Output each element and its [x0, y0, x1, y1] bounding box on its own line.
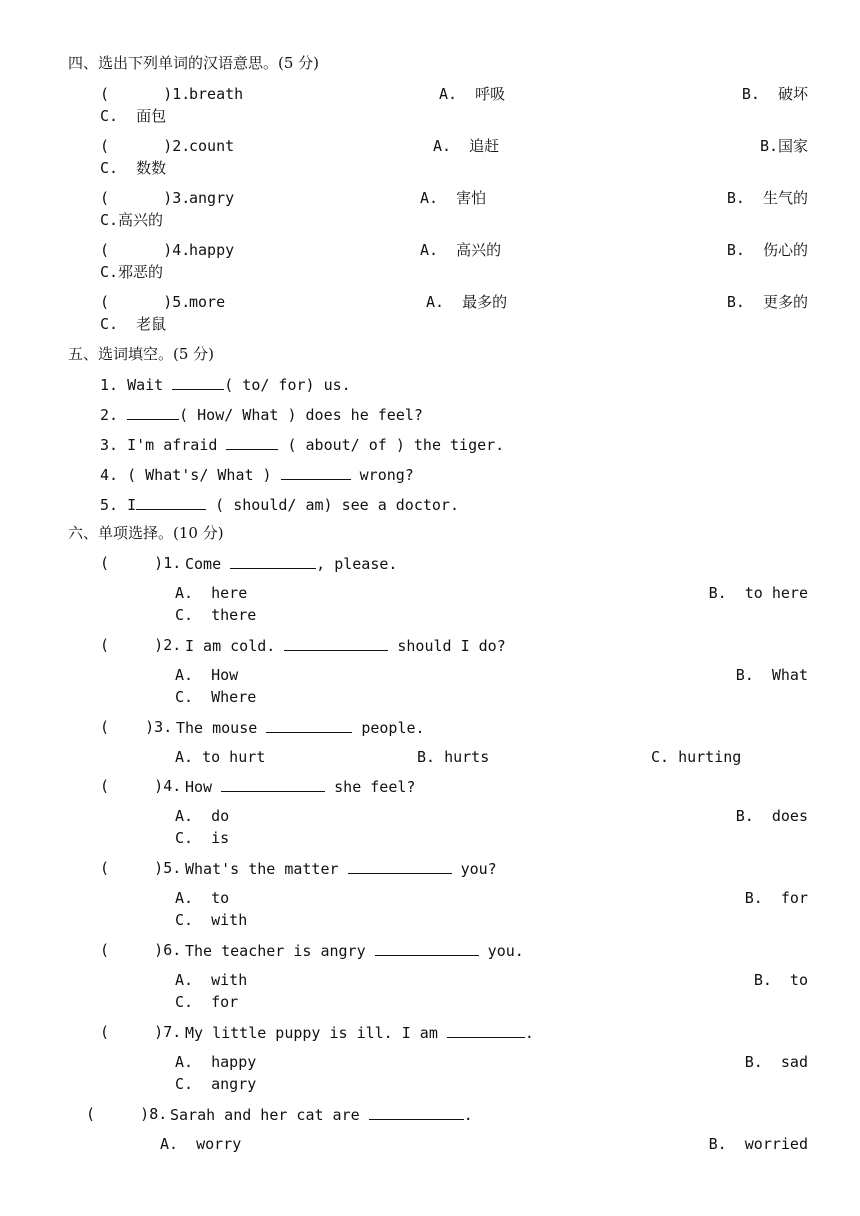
s4-q4-word: happy	[189, 241, 235, 259]
s6-q3-number: ( )3.	[100, 718, 173, 736]
s6-q8-text-after: .	[463, 1106, 473, 1124]
s6-q7-text-before: My little puppy is ill. I am	[185, 1024, 447, 1042]
s4-q3-option-b: B. 生气的	[726, 189, 808, 207]
s4-q5-option-a: A. 最多的	[426, 293, 508, 311]
s6-q5-blank[interactable]	[348, 859, 452, 874]
s6-q3-option-b: B. hurts	[417, 748, 490, 766]
s6-q8-blank[interactable]	[369, 1105, 464, 1120]
s6-q6-option-c: C. for	[175, 993, 239, 1011]
s5-q4-blank[interactable]	[281, 465, 351, 480]
s4-q3-word: angry	[189, 189, 235, 207]
s4-q5-word: more	[189, 293, 226, 311]
s6-q2-option-c: C. Where	[175, 688, 257, 706]
s6-q1-text-before: Come	[185, 555, 231, 573]
s6-q6-option-b: B. to	[753, 971, 808, 989]
s5-q2-text-after: ( How/ What ) does he feel?	[179, 406, 423, 424]
s6-q5-text-after: you?	[451, 860, 497, 878]
s4-q1-option-c: C. 面包	[100, 107, 167, 125]
s4-q2-word: count	[189, 137, 235, 155]
s6-q1-option-c: C. there	[175, 606, 257, 624]
s5-q5-text-after: ( should/ am) see a doctor.	[206, 496, 459, 514]
s6-q5-option-b: B. for	[744, 889, 808, 907]
s6-q5-stem	[185, 859, 497, 878]
s6-q4-option-b: B. does	[735, 807, 808, 825]
s6-q6-number: ( )6.	[100, 941, 182, 959]
s6-q1-number: ( )1.	[100, 554, 182, 572]
section-5-title: 五、选词填空。(5 分)	[68, 345, 215, 363]
s4-q2-option-c: C. 数数	[100, 159, 167, 177]
section-6-title: 六、单项选择。(10 分)	[68, 524, 224, 542]
s6-q6-text-after: you.	[478, 942, 524, 960]
s4-q1-option-a: A. 呼吸	[439, 85, 506, 103]
s5-q1-text-before: 1. Wait	[100, 376, 173, 394]
s4-q3-option-a: A. 害怕	[420, 189, 487, 207]
s6-q4-blank[interactable]	[221, 777, 325, 792]
s6-q2-option-a: A. How	[175, 666, 239, 684]
s6-q5-option-a: A. to	[175, 889, 230, 907]
s5-q1-text-after: ( to/ for) us.	[224, 376, 351, 394]
s6-q4-text-after: she feel?	[325, 778, 416, 796]
s4-q5-option-c: C. 老鼠	[100, 315, 167, 333]
s6-q2-option-b: B. What	[735, 666, 808, 684]
s6-q2-text-after: should I do?	[388, 637, 506, 655]
s5-q3-text-before: 3. I'm afraid	[100, 436, 227, 454]
s6-q3-blank[interactable]	[266, 718, 352, 733]
s6-q1-option-a: A. here	[175, 584, 248, 602]
s6-q3-stem	[176, 718, 425, 737]
s6-q4-text-before: How	[185, 778, 222, 796]
s6-q5-option-c: C. with	[175, 911, 248, 929]
s6-q8-text-before: Sarah and her cat are	[170, 1106, 369, 1124]
s4-q3-number: ( )3.	[100, 189, 191, 207]
s6-q7-stem	[185, 1023, 534, 1042]
s6-q6-stem	[185, 941, 524, 960]
s5-q3	[100, 435, 504, 454]
s6-q1-blank[interactable]	[230, 554, 316, 569]
s4-q4-option-a: A. 高兴的	[420, 241, 502, 259]
s5-q2-text-before: 2.	[100, 406, 128, 424]
s4-q4-number: ( )4.	[100, 241, 191, 259]
s5-q3-text-after: ( about/ of ) the tiger.	[278, 436, 505, 454]
s4-q5-option-b: B. 更多的	[726, 293, 808, 311]
s4-q2-option-b: B.国家	[759, 137, 808, 155]
s6-q2-number: ( )2.	[100, 636, 182, 654]
s5-q5	[100, 495, 459, 514]
s6-q7-option-b: B. sad	[744, 1053, 808, 1071]
s5-q5-text-before: 5. I	[100, 496, 137, 514]
s6-q3-text-before: The mouse	[176, 719, 267, 737]
s5-q4-text-before: 4. ( What's/ What )	[100, 466, 281, 484]
s4-q2-option-a: A. 追赶	[433, 137, 500, 155]
s6-q7-option-c: C. angry	[175, 1075, 257, 1093]
s6-q4-option-c: C. is	[175, 829, 230, 847]
s4-q3-option-c: C.高兴的	[100, 211, 164, 229]
s5-q5-blank[interactable]	[136, 495, 206, 510]
s6-q8-option-b: B. worried	[708, 1135, 808, 1153]
s6-q7-number: ( )7.	[100, 1023, 182, 1041]
s6-q1-stem	[185, 554, 397, 573]
s6-q8-stem	[170, 1105, 473, 1124]
s6-q6-text-before: The teacher is angry	[185, 942, 375, 960]
s6-q7-option-a: A. happy	[175, 1053, 257, 1071]
s6-q8-number: ( )8.	[86, 1105, 168, 1123]
s5-q3-blank[interactable]	[226, 435, 278, 450]
section-4-title: 四、选出下列单词的汉语意思。(5 分)	[68, 54, 320, 72]
s6-q2-blank[interactable]	[284, 636, 388, 651]
s6-q6-blank[interactable]	[375, 941, 479, 956]
s6-q7-text-after: .	[524, 1024, 534, 1042]
s6-q2-stem	[185, 636, 506, 655]
s5-q1-blank[interactable]	[172, 375, 224, 390]
s6-q3-option-c: C. hurting	[651, 748, 742, 766]
s6-q2-text-before: I am cold.	[185, 637, 285, 655]
s4-q1-word: breath	[189, 85, 244, 103]
s6-q7-blank[interactable]	[447, 1023, 525, 1038]
s6-q8-option-a: A. worry	[160, 1135, 242, 1153]
s6-q5-text-before: What's the matter	[185, 860, 348, 878]
s6-q3-option-a: A. to hurt	[175, 748, 266, 766]
s6-q4-number: ( )4.	[100, 777, 182, 795]
s6-q1-text-after: , please.	[316, 555, 398, 573]
s5-q4	[100, 465, 414, 484]
s4-q2-number: ( )2.	[100, 137, 191, 155]
s5-q2-blank[interactable]	[127, 405, 179, 420]
s6-q3-text-after: people.	[352, 719, 425, 737]
s5-q4-text-after: wrong?	[350, 466, 414, 484]
s4-q1-number: ( )1.	[100, 85, 191, 103]
s4-q4-option-b: B. 伤心的	[726, 241, 808, 259]
s4-q5-number: ( )5.	[100, 293, 191, 311]
s5-q1	[100, 375, 351, 394]
s4-q4-option-c: C.邪恶的	[100, 263, 164, 281]
s6-q4-stem	[185, 777, 415, 796]
s5-q2	[100, 405, 423, 424]
s6-q5-number: ( )5.	[100, 859, 182, 877]
s6-q6-option-a: A. with	[175, 971, 248, 989]
s6-q1-option-b: B. to here	[708, 584, 808, 602]
s6-q4-option-a: A. do	[175, 807, 230, 825]
s4-q1-option-b: B. 破坏	[741, 85, 808, 103]
